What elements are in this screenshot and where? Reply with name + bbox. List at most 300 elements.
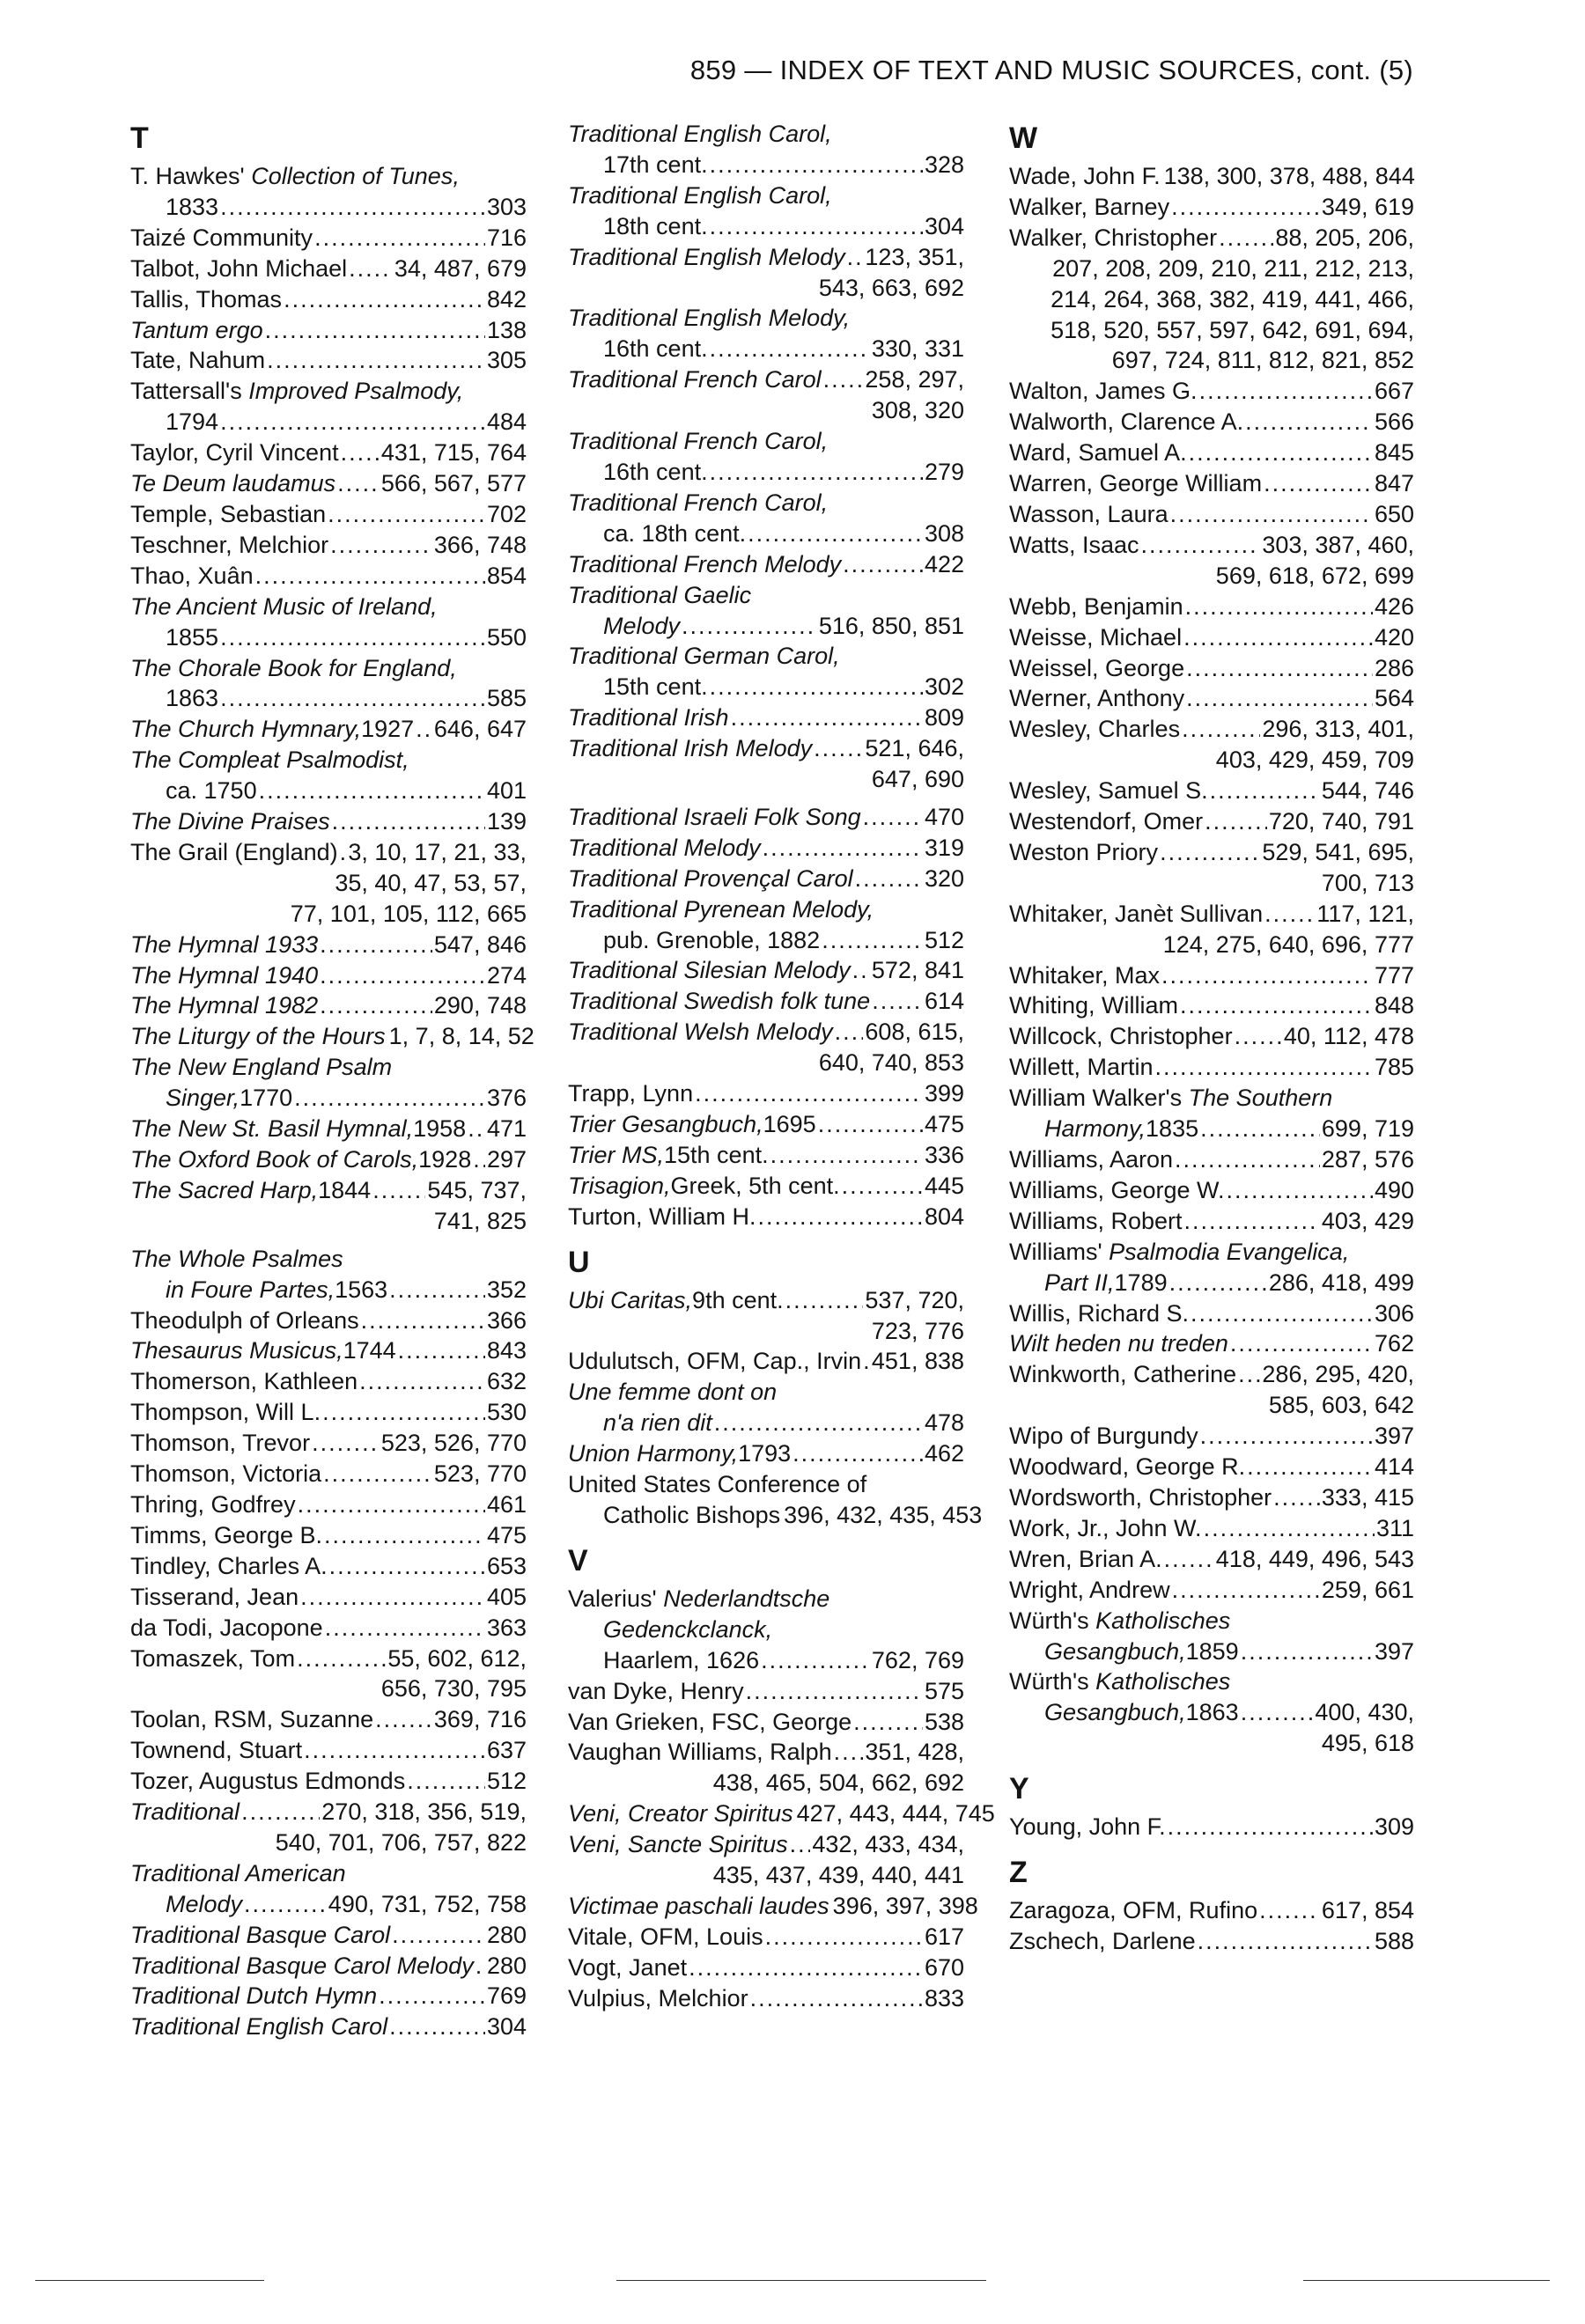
entry-pages: 403, 429 [1321, 1207, 1414, 1234]
index-entry [568, 1737, 964, 1798]
dot-leader [1160, 837, 1260, 868]
entry-title: in Foure Partes, [166, 1276, 335, 1303]
index-entry [130, 1582, 527, 1613]
entry-pages: 396, 432, 435, 453 [784, 1501, 983, 1528]
index-entry [1009, 806, 1414, 837]
entry-line [568, 119, 964, 150]
entry-title: Traditional [130, 1798, 240, 1826]
dot-leader [323, 1459, 432, 1489]
entry-pages-continued: 77, 101, 105, 112, 665 [290, 900, 527, 927]
entry-line [1009, 1268, 1414, 1298]
entry-line [568, 1614, 964, 1645]
entry-pages-continued: 435, 437, 439, 440, 441 [712, 1862, 964, 1889]
dot-leader [359, 1366, 485, 1397]
entry-detail: ca. 18th cent. [603, 519, 747, 547]
index-entry [130, 1981, 527, 2011]
entry-title: Traditional English Carol, [568, 121, 832, 147]
index-entry [1009, 622, 1414, 653]
entry-title: Traditional German Carol, [568, 643, 840, 670]
entry-line [1009, 1298, 1414, 1329]
entry-pages: 804 [924, 1202, 964, 1230]
entry-pages: 117, 121, [1316, 900, 1414, 927]
entry-name: Vaughan Williams, Ralph [568, 1739, 832, 1766]
entry-pages: 720, 740, 791 [1268, 808, 1414, 835]
entry-line [1009, 1482, 1414, 1513]
index-entry [130, 1144, 527, 1175]
index-entry [130, 1797, 527, 1858]
entry-pages: 523, 770 [433, 1460, 527, 1488]
entry-line [130, 1981, 527, 2011]
entry-line [130, 254, 527, 284]
entry-line [1009, 376, 1414, 407]
entry-name: Talbot, John Michael [130, 254, 348, 282]
dot-leader [468, 1114, 485, 1144]
entry-line [568, 641, 964, 672]
index-entry [130, 499, 527, 530]
index-entry [130, 1459, 527, 1489]
entry-pages: 123, 351, [865, 243, 964, 270]
entry-pages: 809 [924, 704, 964, 732]
entry-title: Traditional Basque Carol [130, 1921, 391, 1948]
entry-name: Toolan, RSM, Suzanne [130, 1706, 374, 1733]
index-entry [130, 1244, 527, 1305]
entry-line [1009, 714, 1414, 745]
entry-detail: Greek, 5th cent. [670, 1172, 840, 1199]
dot-leader [407, 1766, 485, 1797]
index-entry [568, 364, 964, 426]
dot-leader [1238, 1359, 1260, 1390]
entry-title: Ubi Caritas, [568, 1286, 693, 1313]
entry-name: Wipo of Burgundy [1009, 1423, 1198, 1450]
index-entry [568, 1922, 964, 1953]
entry-title: Melody [166, 1890, 243, 1917]
entry-line [1009, 1206, 1414, 1237]
entry-line [130, 1489, 527, 1520]
entry-title: Katholisches [1095, 1668, 1231, 1695]
index-entry [568, 549, 964, 580]
dot-leader [314, 223, 485, 254]
entry-detail: 1835 [1146, 1115, 1199, 1143]
entry-pages: 614 [924, 988, 964, 1015]
entry-pages: 650 [1374, 500, 1414, 527]
entry-line [130, 161, 527, 192]
entry-pages: 699, 719 [1321, 1115, 1414, 1143]
entry-line [568, 1346, 964, 1377]
entry-pages: 848 [1374, 992, 1414, 1019]
entry-line [1009, 683, 1414, 714]
index-entry [1009, 1175, 1414, 1206]
entry-name: Udulutsch, OFM, Cap., Irvin [568, 1348, 862, 1375]
index-entry [130, 1397, 527, 1428]
entry-pages: 270, 318, 356, 519, [321, 1798, 527, 1826]
entry-name: Thao, Xuân [130, 562, 254, 589]
index-entry [130, 1951, 527, 1982]
dot-leader [746, 1676, 923, 1707]
entry-name: Trapp, Lynn [568, 1080, 694, 1107]
dot-leader [255, 561, 485, 592]
entry-name: Whiting, William [1009, 992, 1179, 1019]
entry-line [1009, 407, 1414, 438]
dot-leader [220, 407, 485, 438]
entry-line [130, 1459, 527, 1489]
dot-leader [328, 499, 485, 530]
index-entry [130, 1175, 527, 1237]
entry-name: Ward, Samuel A. [1009, 439, 1187, 467]
dot-leader [1264, 468, 1373, 499]
entry-line [130, 468, 527, 499]
index-entry [1009, 1544, 1414, 1575]
index-entry [1009, 1513, 1414, 1544]
entry-title: The Divine Praises [130, 808, 330, 835]
entry-title: Traditional English Carol, [568, 181, 832, 209]
index-entry [1009, 1606, 1414, 1667]
dot-leader [853, 1707, 923, 1738]
entry-pages: 769 [486, 1982, 527, 2010]
entry-title: Traditional English Melody [568, 243, 845, 270]
entry-name: Williams, Robert [1009, 1207, 1183, 1234]
entry-line [568, 1676, 964, 1707]
entry-line [568, 549, 964, 580]
section-letter: W [1009, 121, 1038, 155]
entry-pages: 319 [924, 834, 964, 861]
entry-line [1009, 1237, 1414, 1268]
entry-line [568, 955, 964, 986]
entry-line [568, 986, 964, 1017]
entry-name: Warren, George William [1009, 470, 1263, 497]
entry-pages: 842 [486, 285, 527, 313]
entry-pages: 617 [924, 1923, 964, 1950]
dot-leader [1273, 1482, 1320, 1513]
entry-line [130, 622, 527, 653]
entry-pages: 376 [486, 1085, 527, 1112]
entry-line [130, 1397, 527, 1428]
entry-line [568, 180, 964, 211]
entry-line [568, 1171, 964, 1202]
entry-line [568, 1438, 964, 1469]
entry-line [568, 925, 964, 956]
entry-pages: 279 [924, 458, 964, 485]
index-entry [130, 561, 527, 592]
entry-line [130, 1144, 527, 1175]
entry-line [1009, 622, 1414, 653]
entry-name: Thring, Godfrey [130, 1490, 296, 1518]
entry-line [130, 438, 527, 468]
entry-pages: 290, 748 [433, 992, 527, 1019]
entry-title: Gesangbuch, [1044, 1637, 1186, 1665]
entry-name: Whitaker, Max [1009, 961, 1161, 989]
dot-leader [259, 776, 485, 806]
entry-pages: 309 [1374, 1813, 1414, 1841]
index-entry [568, 833, 964, 864]
entry-pages: 363 [486, 1614, 527, 1641]
entry-pages: 40, 112, 478 [1283, 1023, 1414, 1050]
entry-line [1009, 1666, 1414, 1697]
entry-line [568, 242, 964, 273]
index-entry [568, 1584, 964, 1676]
dot-leader [835, 1017, 864, 1048]
entry-line [130, 1305, 527, 1336]
entry-title: Trier MS, [568, 1141, 664, 1168]
index-entry [130, 284, 527, 315]
entry-title: Traditional French Carol, [568, 428, 829, 455]
bottom-rule-right [1303, 2280, 1550, 2281]
entry-title: Veni, Creator Spiritus [568, 1800, 793, 1828]
entry-line [568, 1202, 964, 1232]
dot-leader [1235, 1021, 1282, 1052]
entry-title: Wilt heden nu treden [1009, 1330, 1228, 1357]
entry-name: Wesley, Charles [1009, 716, 1181, 743]
entry-title: Traditional English Melody, [568, 305, 851, 332]
entry-pages: 537, 720, [865, 1286, 964, 1313]
entry-pages: 302 [924, 673, 964, 701]
dot-leader [341, 438, 380, 468]
entry-line [1009, 499, 1414, 530]
entry-line [568, 1953, 964, 1983]
entry-pages: 34, 487, 679 [394, 254, 527, 282]
index-entry [1009, 438, 1414, 468]
index-entry [130, 345, 527, 376]
dot-leader [1227, 1175, 1373, 1206]
entry-line [1009, 1052, 1414, 1083]
entry-name: Valerius' [568, 1585, 664, 1612]
dot-leader [842, 1171, 923, 1202]
index-entry [130, 714, 527, 745]
entry-pages: 311 [1375, 1514, 1414, 1541]
entry-line [568, 733, 964, 764]
entry-line [1009, 990, 1414, 1021]
entry-title: Traditional Basque Carol Melody [130, 1952, 474, 1979]
entry-pages: 617, 854 [1321, 1897, 1414, 1924]
section-letter: T [130, 121, 149, 155]
entry-detail: 15th cent. [603, 673, 708, 701]
entry-line [1009, 806, 1414, 837]
entry-title: The Ancient Music of Ireland, [130, 592, 438, 620]
index-entry [1009, 990, 1414, 1021]
index-entry [568, 1140, 964, 1171]
entry-line [568, 611, 964, 642]
entry-line [568, 894, 964, 925]
entry-title: Gedenckclanck, [603, 1615, 773, 1643]
index-entry [568, 1798, 995, 1829]
entry-pages: 88, 205, 206, [1275, 224, 1414, 251]
entry-name: Zaragoza, OFM, Rufino [1009, 1897, 1258, 1924]
index-entry [568, 426, 964, 488]
dot-leader [325, 1613, 485, 1644]
entry-title: The New St. Basil Hymnal, [130, 1115, 414, 1143]
dot-leader [847, 242, 864, 273]
entry-name: Teschner, Melchior [130, 531, 329, 558]
index-entry [1009, 1666, 1414, 1759]
index-entry [568, 1829, 964, 1891]
entry-line [130, 1858, 527, 1889]
dot-leader [1161, 960, 1373, 991]
entry-pages-continued: 214, 264, 368, 382, 419, 441, 466, [1051, 285, 1414, 313]
entry-pages: 566 [1374, 408, 1414, 436]
dot-leader [1183, 622, 1373, 653]
entry-pages: 646, 647 [433, 716, 527, 743]
entry-name: The Grail (England) [130, 838, 338, 865]
index-entry [130, 1704, 527, 1735]
dot-leader [1205, 806, 1267, 837]
entry-pages: 306 [1374, 1299, 1414, 1327]
dot-leader [1204, 1513, 1375, 1544]
entry-line [568, 1922, 964, 1953]
entry-name: Taizé Community [130, 224, 313, 251]
entry-line [130, 1951, 527, 1982]
dot-leader [1171, 192, 1320, 223]
entry-line [1009, 1636, 1414, 1667]
index-entry [130, 806, 527, 837]
entry-title: Improved Psalmody, [248, 378, 464, 405]
entry-title: The New England Psalm [130, 1054, 393, 1081]
entry-pages: 588 [1374, 1927, 1414, 1954]
entry-line [1009, 1328, 1414, 1359]
entry-pages: 351, 428, [865, 1739, 964, 1766]
entry-pages: 667 [1374, 378, 1414, 405]
index-entry [130, 438, 527, 468]
entry-name: Williams, Aaron [1009, 1146, 1174, 1173]
index-column-1 [130, 119, 534, 2042]
dot-leader [1200, 1114, 1320, 1144]
entry-pages-continued: 700, 713 [1321, 869, 1414, 896]
entry-line [130, 1244, 527, 1275]
entry-title: Traditional Pyrenean Melody, [568, 895, 874, 923]
section-letter: Z [1009, 1856, 1028, 1890]
entry-line [1009, 1021, 1414, 1052]
entry-name: William Walker's [1009, 1085, 1189, 1112]
dot-leader [1191, 1298, 1373, 1329]
dot-leader [1182, 714, 1260, 745]
entry-detail: 1695 [763, 1111, 816, 1137]
index-entry [1009, 1083, 1414, 1144]
entry-pages: 462 [924, 1440, 964, 1467]
bottom-rule-left [35, 2280, 264, 2281]
entry-pages: 328 [924, 151, 964, 178]
entry-pages: 538 [924, 1708, 964, 1735]
index-entry [1009, 1812, 1414, 1842]
index-entry [130, 254, 527, 284]
entry-pages: 258, 297, [865, 366, 964, 393]
index-column-3 [1009, 119, 1414, 1957]
dot-leader [312, 1428, 380, 1459]
index-entry [1009, 1237, 1414, 1298]
dot-leader [1210, 776, 1320, 806]
entry-name: Weissel, George [1009, 654, 1185, 681]
entry-name: Wright, Andrew [1009, 1576, 1170, 1603]
entry-pages: 585 [486, 685, 527, 712]
index-entry [130, 468, 527, 499]
index-entry [130, 1428, 527, 1459]
index-entry [1009, 1359, 1414, 1421]
entry-line [568, 426, 964, 457]
entry-line [130, 1889, 527, 1920]
entry-line [568, 1737, 964, 1768]
entry-pages: 422 [924, 550, 964, 577]
entry-line [130, 1520, 527, 1551]
entry-pages: 575 [924, 1677, 964, 1704]
entry-line [568, 702, 964, 733]
entry-title: Traditional Silesian Melody [568, 957, 851, 984]
page-header: 859 — INDEX OF TEXT AND MUSIC SOURCES, cont. (5) [689, 55, 1413, 85]
entry-name: Würth's [1009, 1607, 1096, 1634]
dot-leader [1241, 1636, 1373, 1667]
index-entry [568, 1285, 964, 1347]
entry-title: Tantum ergo [130, 316, 263, 343]
index-entry [130, 1644, 527, 1705]
dot-leader [1199, 376, 1373, 407]
dot-leader [1264, 899, 1315, 930]
entry-line [1009, 1175, 1414, 1206]
entry-pages: 445 [924, 1172, 964, 1199]
entry-detail: Haarlem, 1626 [603, 1646, 760, 1673]
entry-pages: 400, 430, [1315, 1699, 1414, 1726]
entry-pages: 427, 443, 444, 745 [796, 1800, 995, 1828]
entry-name: Tisserand, Jean [130, 1583, 299, 1610]
entry-detail: 1844 [318, 1176, 372, 1203]
entry-title: n'a rien dit [603, 1409, 712, 1437]
entry-pages: 545, 737, [427, 1176, 527, 1203]
entry-line [1009, 1926, 1414, 1957]
entry-pages: 512 [486, 1768, 527, 1795]
entry-title: The Whole Psalmes [130, 1245, 343, 1272]
dot-leader [392, 1920, 485, 1951]
dot-leader [398, 1335, 485, 1366]
index-entry [568, 802, 964, 833]
entry-title: Traditional French Melody [568, 550, 842, 577]
index-entry [568, 894, 964, 956]
entry-pages: 475 [486, 1521, 527, 1548]
entry-detail: 1744 [343, 1337, 396, 1364]
entry-line [1009, 837, 1414, 868]
entry-name: Werner, Anthony [1009, 685, 1185, 712]
entry-line [568, 334, 964, 364]
entry-pages: 530 [486, 1399, 527, 1426]
entry-line [568, 1707, 964, 1738]
index-entry [1009, 1421, 1414, 1452]
dot-leader [761, 1645, 870, 1676]
entry-pages: 475 [924, 1111, 964, 1137]
section-letter: V [568, 1543, 588, 1578]
entry-title: Traditional Melody [568, 834, 761, 861]
index-entry [568, 1983, 964, 2014]
dot-leader [763, 833, 923, 864]
dot-leader [852, 955, 870, 986]
entry-line [1009, 1606, 1414, 1636]
entry-pages: 55, 602, 612, [387, 1644, 527, 1672]
index-entry [130, 315, 527, 346]
index-entry [568, 702, 964, 733]
index-entry [130, 930, 527, 960]
entry-pages: 352 [486, 1276, 527, 1303]
entry-pages-continued: 723, 776 [871, 1317, 964, 1344]
index-entry [568, 1469, 983, 1531]
entry-line [568, 833, 964, 864]
entry-title: The Liturgy of the Hours [130, 1023, 386, 1050]
entry-title: The Oxford Book of Carols, [130, 1146, 419, 1173]
entry-pages-continued: 207, 208, 209, 210, 211, 212, 213, [1052, 254, 1414, 282]
entry-line [568, 1078, 964, 1109]
entry-pages: 432, 433, 434, [812, 1831, 964, 1858]
section-letter: U [568, 1245, 590, 1279]
entry-title: Nederlandtsche [663, 1585, 830, 1612]
entry-pages: 287, 576 [1321, 1146, 1414, 1173]
index-entry [130, 1114, 527, 1144]
entry-line [1009, 1359, 1414, 1390]
entry-detail: 1863 [1185, 1699, 1239, 1726]
entry-name: Wren, Brian A. [1009, 1545, 1162, 1572]
dot-leader [329, 1551, 485, 1582]
dot-leader [731, 702, 923, 733]
